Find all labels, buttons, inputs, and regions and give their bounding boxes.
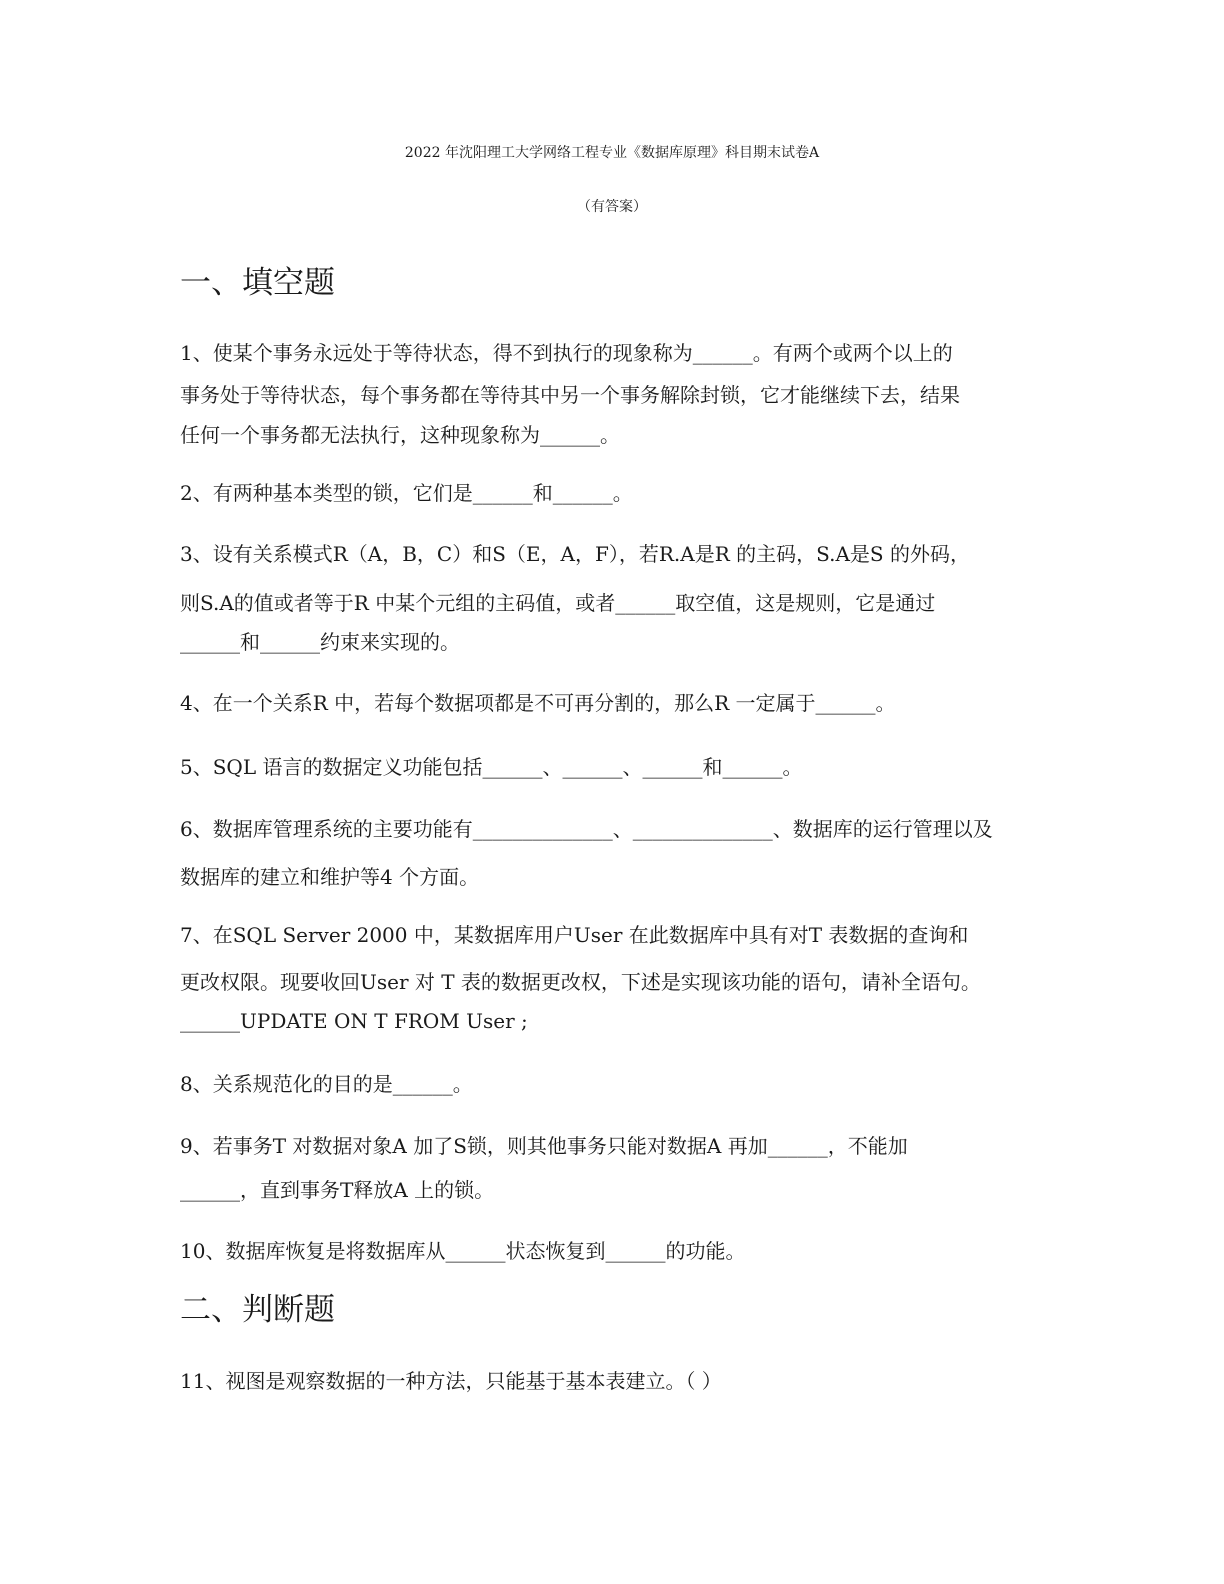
question-8-line-1: 8、关系规范化的目的是______。: [180, 1072, 473, 1096]
question-7-line-2: 更改权限。现要收回User 对 T 表的数据更改权，下述是实现该功能的语句，请补全语句。: [180, 970, 981, 994]
document-title-line-2: （有答案）: [577, 199, 647, 215]
question-9-line-1: 9、若事务T 对数据对象A 加了S锁，则其他事务只能对数据A 再加______，不能加: [180, 1134, 908, 1158]
section-heading-fill-in-blank: 一、填空题: [180, 265, 335, 301]
question-10-line-1: 10、数据库恢复是将数据库从______状态恢复到______的功能。: [180, 1239, 746, 1263]
question-3-line-2: 则S.A的值或者等于R 中某个元组的主码值，或者______取空值，这是规则，它是通过: [180, 591, 936, 615]
document-title-line-1: 2022 年沈阳理工大学网络工程专业《数据库原理》科目期末试卷A: [404, 145, 820, 161]
question-1-line-3: 任何一个事务都无法执行，这种现象称为______。: [180, 423, 620, 447]
question-2-line-1: 2、有两种基本类型的锁，它们是______和______。: [180, 481, 633, 505]
question-7-line-1: 7、在SQL Server 2000 中，某数据库用户User 在此数据库中具有对T 表数据的查询和: [180, 923, 969, 947]
question-7-line-3: ______UPDATE ON T FROM User ;: [180, 1009, 528, 1033]
question-3-line-3: ______和______约束来实现的。: [180, 630, 460, 654]
question-3-line-1: 3、设有关系模式R（A，B，C）和S（E，A，F），若R.A是R 的主码，S.A是S 的外码，: [180, 542, 970, 566]
question-6-line-1: 6、数据库管理系统的主要功能有______________、______________、数据库的运行管理以及: [180, 817, 993, 841]
question-5-line-1: 5、SQL 语言的数据定义功能包括______、______、______和______。: [180, 755, 803, 779]
question-9-line-2: ______，直到事务T释放A 上的锁。: [180, 1178, 495, 1202]
question-6-line-2: 数据库的建立和维护等4 个方面。: [180, 865, 480, 889]
question-11-line-1: 11、视图是观察数据的一种方法，只能基于基本表建立。（ ）: [180, 1369, 722, 1393]
question-1-line-2: 事务处于等待状态，每个事务都在等待其中另一个事务解除封锁，它才能继续下去，结果: [180, 383, 960, 407]
question-1-line-1: 1、使某个事务永远处于等待状态，得不到执行的现象称为______。有两个或两个以上的: [180, 341, 953, 365]
question-4-line-1: 4、在一个关系R 中，若每个数据项都是不可再分割的，那么R 一定属于______。: [180, 691, 896, 715]
section-heading-true-false: 二、判断题: [180, 1292, 335, 1328]
